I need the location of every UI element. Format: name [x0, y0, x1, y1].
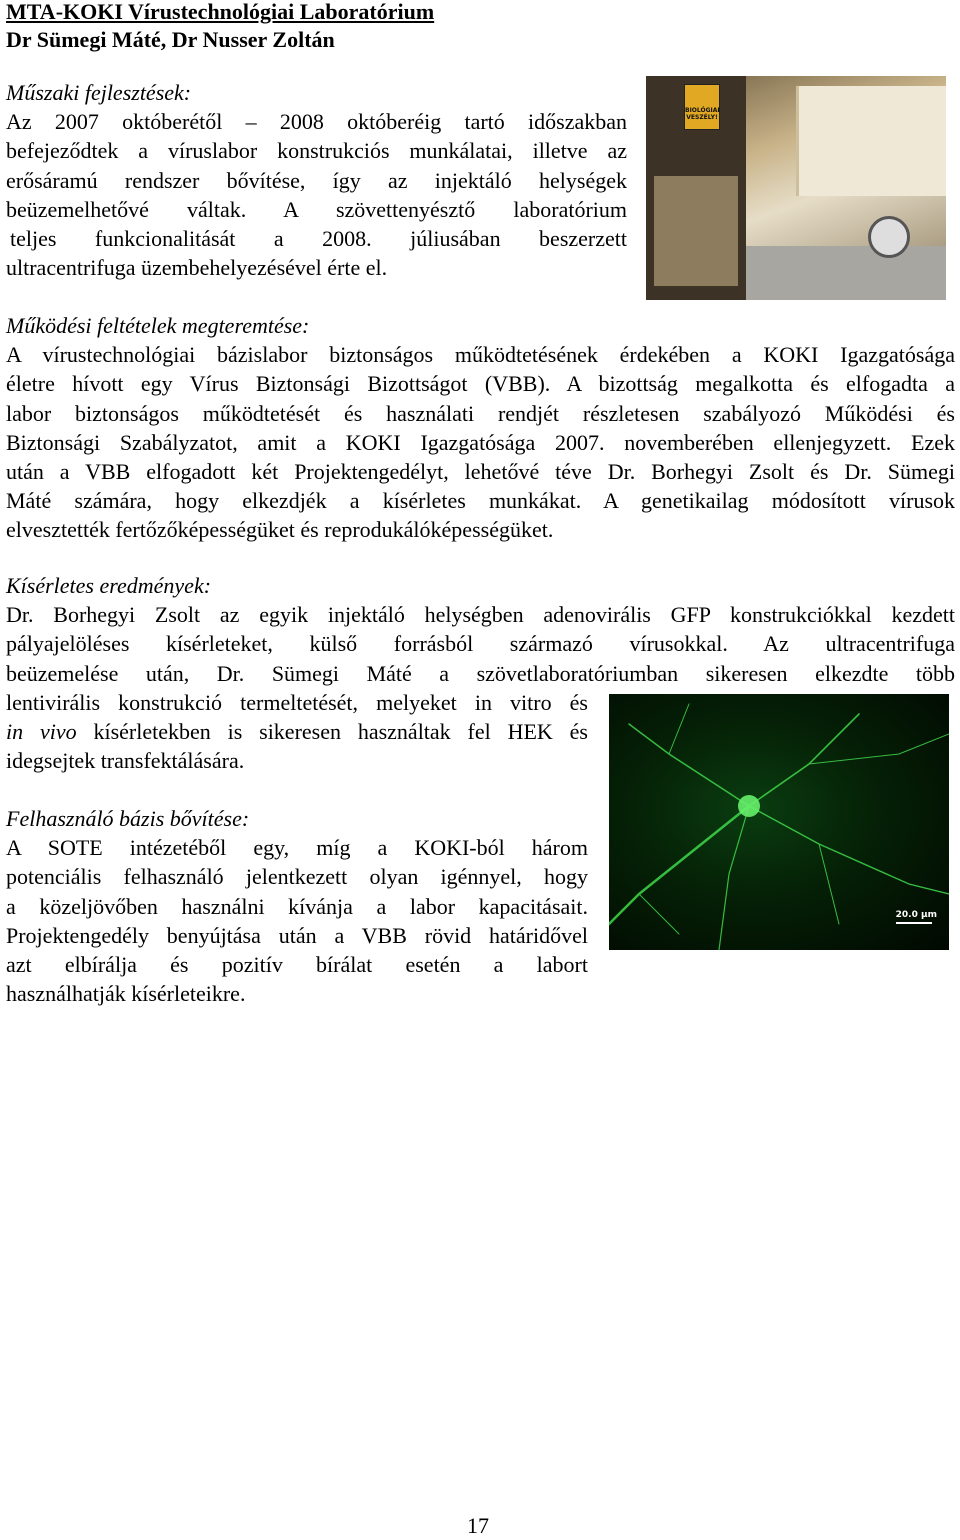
dendrite [629, 724, 749, 806]
dendrite [749, 806, 949, 894]
paragraph-line: Máté számára, hogy elkezdjék a kísérletes munkákat. A genetikailag módosított vírusok [6, 488, 955, 514]
dendrite [639, 894, 679, 934]
paragraph-line: Dr. Borhegyi Zsolt az egyik injektáló helységben adenovirális GFP konstrukciókkal kezdett [6, 602, 955, 628]
cabinet-shelf-shape [654, 176, 738, 286]
dendrite [609, 806, 749, 924]
section-heading: Felhasználó bázis bővítése: [6, 806, 250, 831]
paragraph-line: erősáramú rendszer bővítése, így az injektáló helységek [6, 167, 627, 193]
italic-term: in vivo [6, 719, 77, 745]
paragraph-line: A SOTE intézetéből egy, míg a KOKI-ból három [6, 835, 588, 861]
paragraph-line: használhatják kísérleteikre. [6, 981, 246, 1007]
section-heading: Működési feltételek megteremtése: [6, 313, 310, 338]
authors: Dr Sümegi Máté, Dr Nusser Zoltán [6, 27, 335, 52]
paragraph-line: ultracentrifuga üzembehelyezésével érte el. [6, 255, 388, 281]
dendrite [809, 734, 949, 764]
section-kiserletes [6, 571, 955, 688]
biohazard-sign-icon [684, 84, 720, 130]
paragraph-line: beüzemelhetővé váltak. A szövettenyésztő laboratórium [6, 196, 627, 222]
paragraph-line: potenciális felhasználó jelentkezett olyan igénnyel, hogy [6, 864, 588, 890]
paragraph-line: idegsejtek transfektálására. [6, 748, 245, 774]
section-muszaki [6, 78, 627, 282]
paragraph-line: labor biztonságos működtetését és használati rendjét részletesen szabályozó Működési és [6, 400, 955, 426]
paragraph-line: teljes funkcionalitását a 2008. júliusában beszerzett [10, 226, 627, 252]
scale-bar [896, 910, 937, 924]
paragraph-line: Projektengedély benyújtása után a VBB rövid határidővel [6, 922, 588, 948]
cell-body [738, 795, 760, 817]
paragraph-line: Az 2007 októberétől – 2008 októberéig tartó időszakban [6, 109, 627, 135]
paragraph-line: Biztonsági Szabályzatot, amit a KOKI Igazgatósága 2007. novemberében ellenjegyzett. Ezek [6, 429, 955, 455]
paragraph-line: A vírustechnológiai bázislabor biztonságos működtetésének érdekében a KOKI Igazgatósága [6, 342, 955, 368]
bench-shape [746, 246, 946, 300]
page-number: 17 [467, 1513, 489, 1538]
paragraph-line: beüzemelése után, Dr. Sümegi Máté a szövetlaboratóriumban sikeresen elkezdte több [6, 660, 955, 686]
section-mukodesi [6, 311, 955, 545]
scale-bar-line [896, 922, 932, 924]
section-kiserletes-cont [6, 688, 588, 776]
paragraph-line: elvesztették fertőzőképességüket és reprodukálóképességüket. [6, 517, 554, 543]
wall-shelf-shape [796, 86, 946, 196]
microscope-icon [868, 216, 910, 258]
paragraph-line: lentivirális konstrukció termeltetését, melyeket in vitro és [6, 690, 588, 715]
paragraph-line [6, 717, 588, 746]
paragraph-line: a közeljövőben használni kívánja a labor kapacitásait. [6, 893, 588, 919]
lab-photo [646, 76, 946, 300]
dendrite [669, 704, 689, 754]
paragraph-text: kísérletekben is sikeresen használtak fel HEK és [76, 719, 588, 745]
dendrite [819, 844, 839, 924]
paragraph-line: befejeződtek a víruslabor konstrukciós munkálatai, illetve az [6, 138, 627, 164]
paragraph-line: azt elbírálja és pozitív bírálat esetén a labort [6, 952, 588, 978]
paragraph-line: után a VBB elfogadott két Projektengedélyt, lehetővé téve Dr. Borhegyi Zsolt és Dr. Sümegi [6, 459, 955, 485]
paragraph-line: pályajelöléses kísérleteket, külső forrásból származó vírusokkal. Az ultracentrifuga [6, 631, 955, 657]
section-felhasznalo [6, 804, 588, 1008]
lab-sign-text: BIOLÓGIAI VESZÉLY! [685, 107, 720, 121]
scale-bar-label: 20.0 µm [895, 910, 937, 920]
document-title: MTA-KOKI Vírustechnológiai Laboratórium [6, 0, 435, 24]
paragraph-line: életre hívott egy Vírus Biztonsági Bizottságot (VBB). A bizottság megalkotta és elfogadta a [6, 371, 955, 397]
neuron-fluorescence-photo [609, 694, 949, 950]
section-heading: Műszaki fejlesztések: [6, 80, 192, 105]
section-heading: Kísérletes eredmények: [6, 573, 212, 598]
